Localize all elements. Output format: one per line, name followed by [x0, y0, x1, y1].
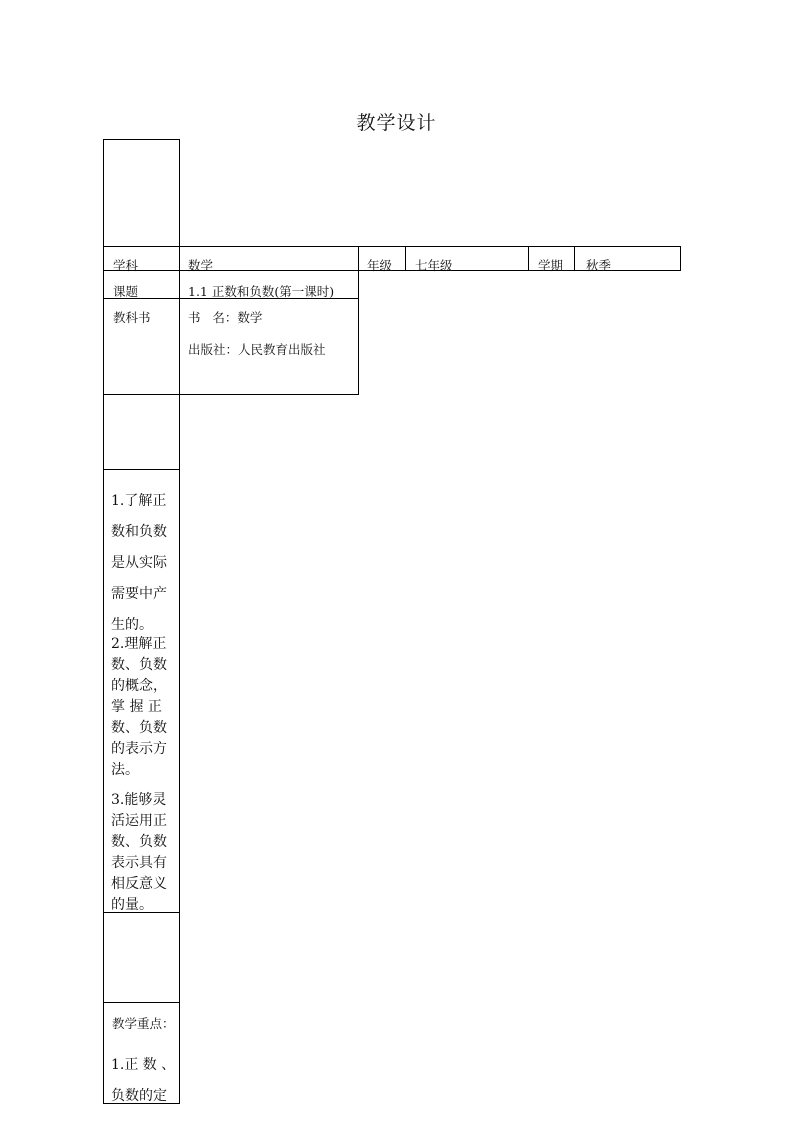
info-divider-2	[358, 246, 359, 271]
subject-value: 数学	[188, 258, 214, 273]
key-points-text: 1.正 数 、 负数的定	[111, 1057, 176, 1104]
key-points-label: 教学重点：	[112, 1016, 175, 1031]
info-divider-3	[405, 246, 406, 271]
textbook-publisher: 出版社：人民教育出版社	[188, 342, 326, 357]
term-label: 学期	[538, 258, 564, 273]
info-divider-4	[528, 246, 529, 271]
objective-2: 2.理解正 数、负数 的概念， 掌 握 正 数、负数 的表示方 法。	[111, 636, 167, 778]
grade-label: 年级	[367, 258, 393, 273]
subject-label: 学科	[113, 258, 139, 273]
textbook-label: 教科书	[113, 310, 151, 325]
blank-header-cell	[103, 139, 180, 247]
grade-value: 七年级	[415, 258, 453, 273]
term-value: 秋季	[586, 258, 612, 273]
info-divider-5	[574, 246, 575, 271]
topic-value: 1.1 正数和负数(第一课时)	[188, 284, 335, 299]
textbook-divider	[179, 298, 180, 395]
objective-1: 1.了解正 数和负数 是从实际 需要中产 生的。	[111, 493, 167, 633]
blank-cell-1	[103, 394, 180, 470]
textbook-name: 书 名：数学	[188, 310, 263, 325]
topic-label: 课题	[113, 284, 139, 299]
blank-cell-2	[103, 912, 180, 1003]
info-divider-1	[179, 246, 180, 271]
objective-3: 3.能够灵 活运用正 数、负数 表示具有 相反意义 的量。	[111, 792, 167, 913]
page-title: 教学设计	[356, 112, 437, 134]
topic-divider	[179, 270, 180, 299]
